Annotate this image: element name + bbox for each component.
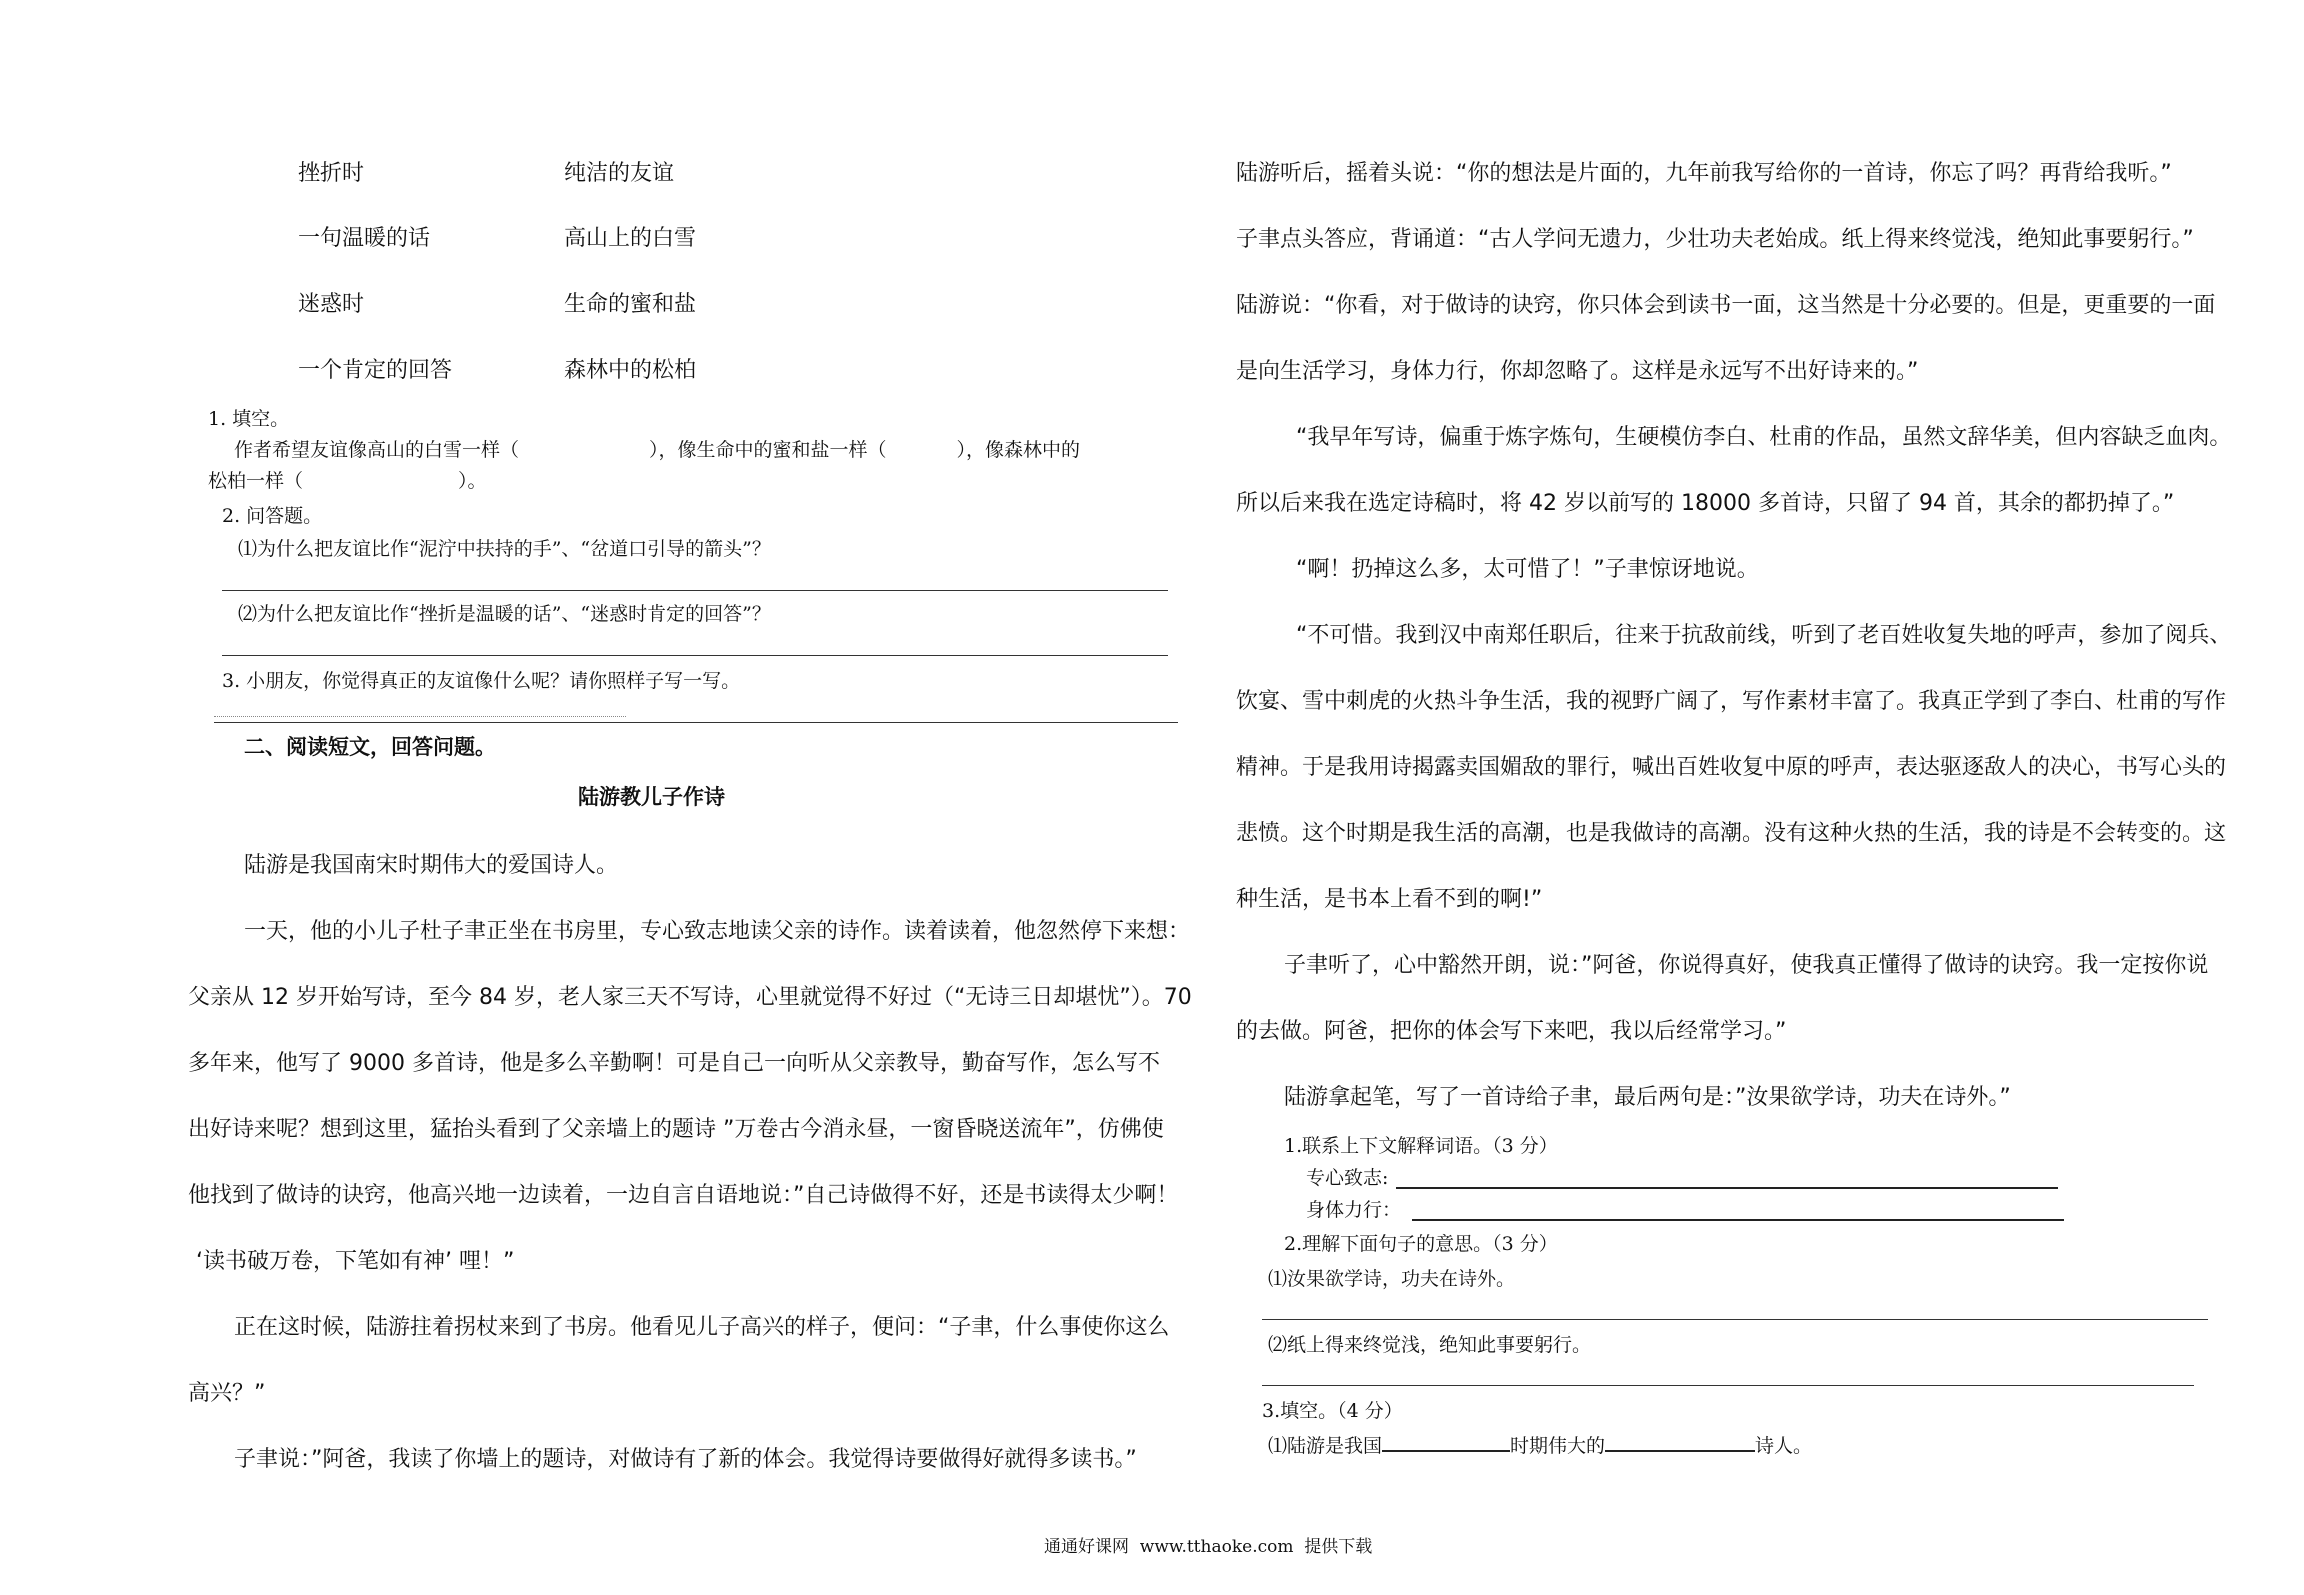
pair-left-1: 挫折时 (298, 161, 365, 186)
right-story-line-8: “不可惜。我到汉中南郑任职后，往来于抗敌前线，听到了老百姓收复失地的呼声，参加了阅兵、 (1296, 623, 2232, 648)
right-q2-item-2: ⑵纸上得来终觉浅，绝知此事要躬行。 (1268, 1334, 1592, 1356)
q1-line2-a: 松柏一样（ (208, 470, 304, 492)
pair-right-3: 生命的蜜和盐 (564, 292, 697, 317)
q2-title: 2. 问答题。 (222, 505, 323, 527)
left-story-line-2: 一天，他的小儿子杜子聿正坐在书房里，专心致志地读父亲的诗作。读着读着，他忽然停下来想： (244, 919, 1191, 944)
right-story-line-15: 陆游拿起笔，写了一首诗给子聿，最后两句是：”汝果欲学诗，功夫在诗外。” (1284, 1085, 2011, 1110)
pair-right-2: 高山上的白雪 (564, 226, 697, 251)
right-q2-item-1: ⑴汝果欲学诗，功夫在诗外。 (1268, 1268, 1516, 1290)
right-story-line-3: 陆游说：“你看，对于做诗的诀窍，你只体会到读书一面，这当然是十分必要的。但是，更重要的一面 (1236, 293, 2216, 318)
right-q2-answer-line-2[interactable] (1262, 1385, 2194, 1386)
right-story-line-2: 子聿点头答应，背诵道：“古人学问无遗力，少壮功夫老始成。纸上得来终觉浅，绝知此事要躬行。” (1236, 227, 2194, 252)
section-2-heading: 二、阅读短文，回答问题。 (244, 735, 496, 759)
left-story-line-10: 子聿说：”阿爸，我读了你墙上的题诗，对做诗有了新的体会。我觉得诗要做得好就得多读书。” (234, 1447, 1137, 1472)
q1-line1-a: 作者希望友谊像高山的白雪一样（ (234, 439, 520, 461)
q3-answer-line[interactable] (214, 722, 1178, 723)
right-q1-label-a: 专心致志: (1306, 1167, 1389, 1189)
q1-line2 (208, 466, 487, 493)
right-q1-answer-line-a[interactable] (1396, 1187, 2058, 1189)
q2-item-2: ⑵为什么把友谊比作“挫折是温暖的话”、“迷惑时肯定的回答”？ (238, 603, 771, 625)
right-story-line-14: 的去做。阿爸，把你的体会写下来吧，我以后经常学习。” (1236, 1019, 1787, 1044)
right-q3-blank-1[interactable] (1382, 1428, 1510, 1452)
right-q1-label-b: 身体力行： (1306, 1199, 1402, 1221)
left-story-line-9: 高兴？” (188, 1381, 266, 1406)
left-story-line-1: 陆游是我国南宋时期伟大的爱国诗人。 (244, 853, 619, 878)
right-q1-title: 1.联系上下文解释词语。（3 分） (1284, 1135, 1558, 1157)
right-story-line-7: “啊！扔掉这么多，太可惜了！”子聿惊讶地说。 (1296, 557, 1759, 582)
pair-right-4: 森林中的松柏 (564, 358, 697, 383)
q2-answer-line-2[interactable] (222, 655, 1168, 656)
right-q3-item-1 (1268, 1428, 1812, 1458)
pair-left-2: 一句温暖的话 (298, 226, 431, 251)
right-q3-text-c: 诗人。 (1755, 1435, 1813, 1457)
right-story-line-1: 陆游听后，摇着头说：“你的想法是片面的，九年前我写给你的一首诗，你忘了吗？再背给我听。” (1236, 161, 2172, 186)
q1-line1 (234, 435, 1080, 462)
left-story-line-6: 他找到了做诗的诀窍，他高兴地一边读着，一边自言自语地说：”自己诗做得不好，还是书读得太少啊！ (188, 1183, 1179, 1208)
right-q3-title: 3.填空。（4 分） (1262, 1400, 1403, 1422)
right-story-line-4: 是向生活学习，身体力行，你却忽略了。这样是永远写不出好诗来的。” (1236, 359, 1919, 384)
right-story-line-9: 饮宴、雪中刺虎的火热斗争生活，我的视野广阔了，写作素材丰富了。我真正学到了李白、杜甫的写作 (1236, 689, 2227, 714)
q2-item-1: ⑴为什么把友谊比作“泥泞中扶持的手”、“岔道口引导的箭头”？ (238, 538, 771, 560)
right-story-line-12: 种生活，是书本上看不到的啊!” (1236, 887, 1543, 912)
q1-line2-b: ）。 (458, 470, 487, 492)
right-q3-blank-2[interactable] (1605, 1428, 1755, 1452)
q2-answer-line-1[interactable] (222, 590, 1168, 591)
left-story-line-5: 出好诗来呢？想到这里，猛抬头看到了父亲墙上的题诗 ”万卷古今消永昼，一窗昏晓送流年”，仿佛使 (188, 1117, 1164, 1142)
right-story-line-5: “我早年写诗，偏重于炼字炼句，生硬模仿李白、杜甫的作品，虽然文辞华美，但内容缺乏血肉。 (1296, 425, 2232, 450)
right-story-line-6: 所以后来我在选定诗稿时，将 42 岁以前写的 18000 多首诗，只留了 94 首，其余的都扔掉了。” (1236, 491, 2175, 516)
right-q3-text-a: ⑴陆游是我国 (1268, 1435, 1383, 1457)
right-q3-text-b: 时期伟大的 (1510, 1435, 1606, 1457)
q1-line1-c: ），像森林中的 (956, 439, 1081, 461)
left-story-line-7: ‘读书破万卷，下笔如有神’ 哩！” (196, 1249, 515, 1274)
right-q2-answer-line-1[interactable] (1262, 1319, 2208, 1320)
right-story-line-11: 悲愤。这个时期是我生活的高潮，也是我做诗的高潮。没有这种火热的生活，我的诗是不会转变的。这 (1236, 821, 2227, 846)
q1-title: 1. 填空。 (208, 408, 290, 430)
pair-left-3: 迷惑时 (298, 292, 365, 317)
pair-right-1: 纯洁的友谊 (564, 161, 675, 186)
q3-dotted-line[interactable] (214, 716, 626, 717)
left-story-line-8: 正在这时候，陆游拄着拐杖来到了书房。他看见儿子高兴的样子，便问：“子聿，什么事使你这么 (234, 1315, 1170, 1340)
right-story-line-10: 精神。于是我用诗揭露卖国媚敌的罪行，喊出百姓收复中原的呼声，表达驱逐敌人的决心，书写心头的 (1236, 755, 2227, 780)
right-story-line-13: 子聿听了，心中豁然开朗，说：”阿爸，你说得真好，使我真正懂得了做诗的诀窍。我一定按你说 (1284, 953, 2209, 978)
q1-line1-b: ），像生命中的蜜和盐一样（ (649, 439, 887, 461)
right-q2-title: 2.理解下面句子的意思。（3 分） (1284, 1233, 1558, 1255)
q3-prompt: 3. 小朋友，你觉得真正的友谊像什么呢？请你照样子写一写。 (222, 670, 741, 692)
pair-left-4: 一个肯定的回答 (298, 358, 453, 383)
story-title: 陆游教儿子作诗 (578, 785, 725, 809)
left-story-line-4: 多年来，他写了 9000 多首诗，他是多么辛勤啊！可是自己一向听从父亲教导，勤奋写作，怎么写不 (188, 1051, 1160, 1076)
left-story-line-3: 父亲从 12 岁开始写诗，至今 84 岁，老人家三天不写诗，心里就觉得不好过（“无诗三日却堪忧”）。70 (188, 985, 1192, 1010)
footer-credit: 通通好课网 www.tthaoke.com 提供下载 (1044, 1537, 1373, 1557)
right-q1-answer-line-b[interactable] (1412, 1219, 2064, 1221)
